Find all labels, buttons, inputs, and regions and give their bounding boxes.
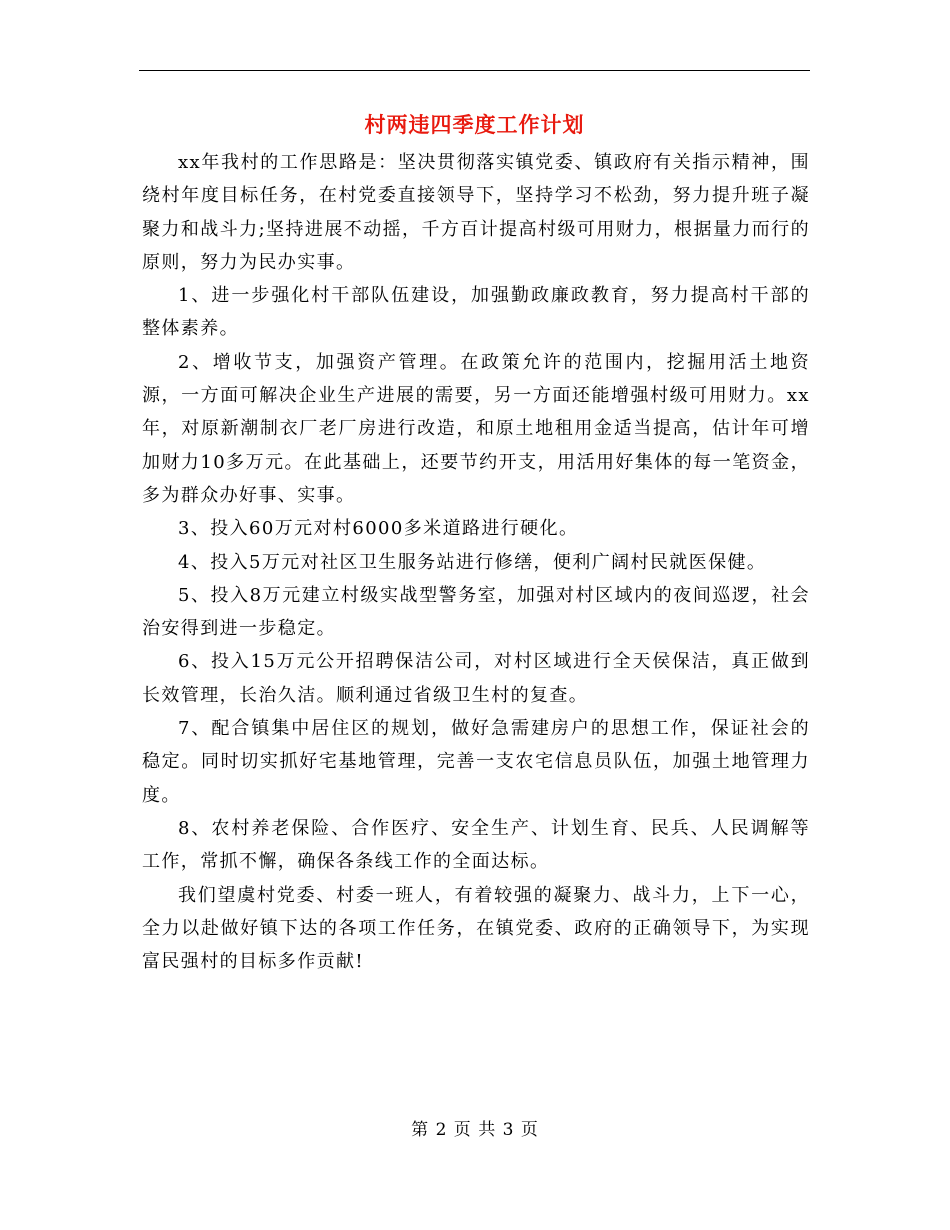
header-rule (139, 70, 810, 71)
page-number: 第 2 页 共 3 页 (411, 1120, 539, 1140)
closing-paragraph: 我们望虞村党委、村委一班人，有着较强的凝聚力、战斗力，上下一心，全力以赴做好镇下达的各项工作任务，在镇党委、政府的正确领导下，为实现富民强村的目标多作贡献! (142, 884, 810, 973)
page-footer (0, 1117, 950, 1143)
document-title: 村两违四季度工作计划 (364, 112, 585, 137)
item-4-paragraph: 4、投入5万元对社区卫生服务站进行修缮，便利广阔村民就医保健。 (178, 551, 767, 573)
item-2-paragraph: 2、增收节支，加强资产管理。在政策允许的范围内，挖掘用活土地资源，一方面可解决企业生产进展的需要，另一方面还能增强村级可用财力。xx年，对原新潮制衣厂老厂房进行改造，和原土地租用金适当提高，估计年可增加财力10多万元。在此基础上，还要节约开支，用活用好集体的每一笔资金，多为群众办好事、实事。 (142, 351, 810, 506)
item-6-paragraph: 6、投入15万元公开招聘保洁公司，对村区域进行全天侯保洁，真正做到长效管理，长治久洁。顺利通过省级卫生村的复查。 (142, 651, 810, 706)
item-1-paragraph: 1、进一步强化村干部队伍建设，加强勤政廉政教育，努力提高村干部的整体素养。 (142, 285, 810, 340)
item-7-paragraph: 7、配合镇集中居住区的规划，做好急需建房户的思想工作，保证社会的稳定。同时切实抓好宅基地管理，完善一支农宅信息员队伍，加强土地管理力度。 (142, 718, 810, 806)
item-3-paragraph: 3、投入60万元对村6000多米道路进行硬化。 (178, 518, 579, 540)
item-8-paragraph: 8、农村养老保险、合作医疗、安全生产、计划生育、民兵、人民调解等工作，常抓不懈，确保各条线工作的全面达标。 (142, 817, 810, 873)
intro-paragraph: xx年我村的工作思路是：坚决贯彻落实镇党委、镇政府有关指示精神，围绕村年度目标任务，在村党委直接领导下，坚持学习不松劲，努力提升班子凝聚力和战斗力;坚持进展不动摇，千方百计提高村级可用财力，根据量力而行的原则，努力为民办实事。 (142, 152, 810, 273)
item-5-paragraph: 5、投入8万元建立村级实战型警务室，加强对村区域内的夜间巡逻，社会治安得到进一步稳定。 (142, 584, 810, 640)
document-body (142, 146, 810, 978)
